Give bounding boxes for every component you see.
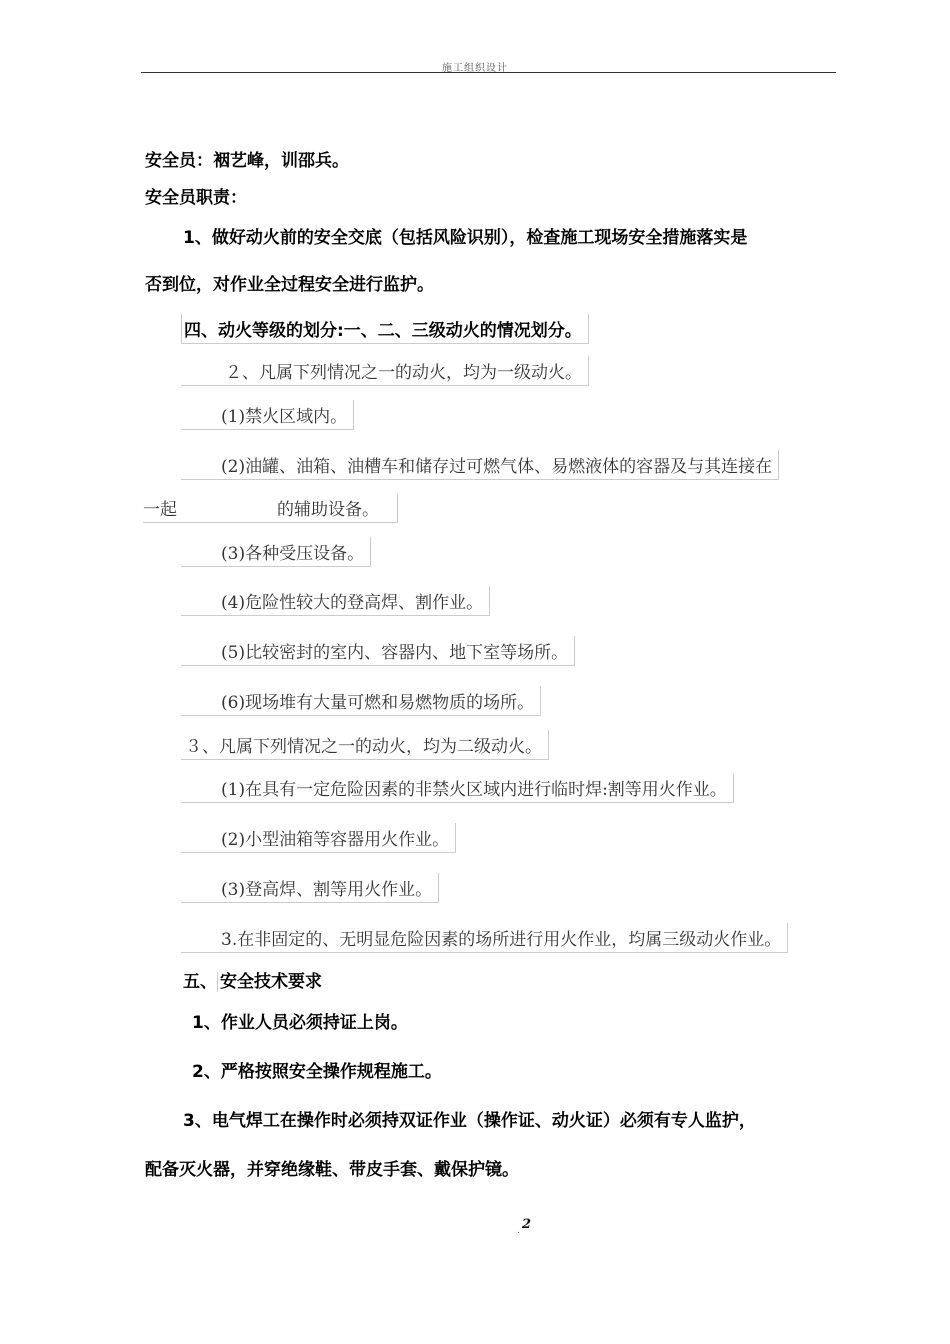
level-1-item-2-start: 一起 xyxy=(143,500,177,520)
level-2-item-2: (2)小型油箱等容器用火作业。 xyxy=(181,823,456,853)
level-1-item-5: (5)比较密封的室内、容器内、地下室等场所。 xyxy=(181,636,575,666)
level-1-item-2-line2 xyxy=(143,493,398,523)
level-1-item-4: (4)危险性较大的登高焊、割作业。 xyxy=(181,586,490,616)
requirement-3-line2: 配备灭火器，并穿绝缘鞋、带皮手套、戴保护镜。 xyxy=(145,1160,519,1180)
level-2-item-3: (3)登高焊、割等用火作业。 xyxy=(181,873,439,903)
requirement-2: 2、严格按照安全操作规程施工。 xyxy=(192,1062,442,1082)
page-number-dot: . xyxy=(517,1226,520,1236)
page-number: 2 xyxy=(522,1217,532,1232)
level-1-item-1: (1)禁火区域内。 xyxy=(181,400,354,430)
paragraph-duty-1-line2: 否到位，对作业全过程安全进行监护。 xyxy=(145,275,434,295)
requirement-3-line1: 3、电气焊工在操作时必须持双证作业（操作证、动火证）必须有专人监护， xyxy=(183,1111,756,1131)
requirement-1: 1、作业人员必须持证上岗。 xyxy=(192,1013,408,1033)
section-5-title: 安全技术要求 xyxy=(217,972,322,992)
paragraph-officer-duties-heading: 安全员职责： xyxy=(145,188,247,208)
page-header-title: 施工组织设计 xyxy=(442,63,508,74)
level-1-item-2-line1: (2)油罐、油箱、油槽车和储存过可燃气体、易燃液体的容器及与其连接在 xyxy=(181,450,779,480)
section-5-heading xyxy=(183,967,322,992)
level-1-item-2-end: 的辅助设备。 xyxy=(277,500,379,520)
level-1-item-3: (3)各种受压设备。 xyxy=(181,537,371,567)
section-5-number: 五、 xyxy=(183,972,217,992)
header-rule xyxy=(141,72,836,73)
paragraph-duty-1-line1: 1、做好动火前的安全交底（包括风险识别），检查施工现场安全措施落实是 xyxy=(183,228,748,248)
paragraph-safety-officers: 安全员：裀艺峰，训邵兵。 xyxy=(145,151,349,171)
level-2-intro: ３、凡属下列情况之一的动火，均为二级动火。 xyxy=(181,730,549,760)
section-4-heading: 四、动火等级的划分:一、二、三级动火的情况划分。 xyxy=(181,314,589,344)
level-1-item-6: (6)现场堆有大量可燃和易燃物质的场所。 xyxy=(181,686,541,716)
level-1-intro: ２、凡属下列情况之一的动火，均为一级动火。 xyxy=(181,356,589,386)
level-3-statement: 3.在非固定的、无明显危险因素的场所进行用火作业，均属三级动火作业。 xyxy=(181,923,788,953)
level-2-item-1: (1)在具有一定危险因素的非禁火区域内进行临时焊:割等用火作业。 xyxy=(181,773,734,803)
